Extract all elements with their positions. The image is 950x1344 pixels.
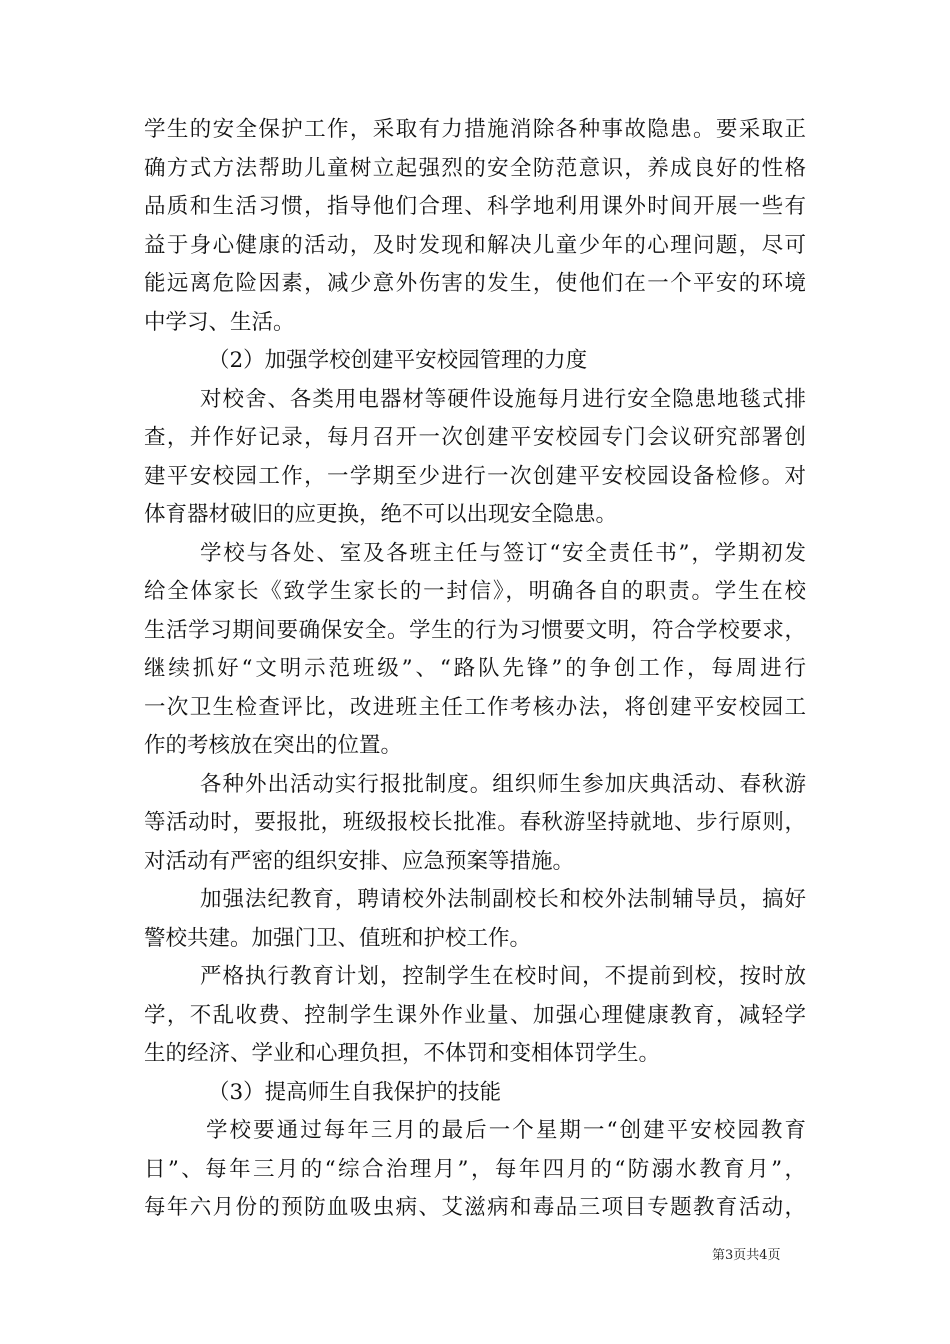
text-line: 等活动时，要报批，班级报校长批准。春秋游坚持就地、步行原则， bbox=[144, 810, 806, 835]
text-line: 学生的安全保护工作，采取有力措施消除各种事故隐患。要采取正 bbox=[144, 117, 806, 142]
text-line: 每年六月份的预防血吸虫病、艾滋病和毒品三项目专题教育活动， bbox=[144, 1195, 806, 1220]
text-line: 学校要通过每年三月的最后一个星期一“创建平安校园教育 bbox=[206, 1118, 806, 1143]
text-line: 生活学习期间要确保安全。学生的行为习惯要文明，符合学校要求， bbox=[144, 617, 806, 643]
text-line: 对活动有严密的组织安排、应急预案等措施。 bbox=[144, 848, 575, 874]
section-heading: （2）加强学校创建平安校园管理的力度 bbox=[208, 348, 588, 373]
text-line: 各种外出活动实行报批制度。组织师生参加庆典活动、春秋游 bbox=[200, 771, 806, 797]
text-line: 严格执行教育计划，控制学生在校时间，不提前到校，按时放 bbox=[200, 964, 806, 989]
text-line: 益于身心健康的活动，及时发现和解决儿童少年的心理问题，尽可 bbox=[144, 232, 806, 258]
text-line: 对校舍、各类用电器材等硬件设施每月进行安全隐患地毯式排 bbox=[200, 386, 806, 412]
text-line: 体育器材破旧的应更换，绝不可以出现安全隐患。 bbox=[144, 502, 618, 527]
document-body bbox=[144, 111, 806, 1228]
text-line: 生的经济、学业和心理负担，不体罚和变相体罚学生。 bbox=[144, 1041, 661, 1066]
text-line: 能远离危险因素，减少意外伤害的发生，使他们在一个平安的环境 bbox=[144, 271, 806, 296]
text-line: 品质和生活习惯，指导他们合理、科学地利用课外时间开展一些有 bbox=[144, 194, 806, 219]
text-line: 加强法纪教育，聘请校外法制副校长和校外法制辅导员，搞好 bbox=[200, 887, 806, 912]
text-line: 学校与各处、室及各班主任与签订“安全责任书”，学期初发 bbox=[200, 540, 806, 566]
text-line: 继续抓好“文明示范班级”、“路队先锋”的争创工作，每周进行 bbox=[144, 656, 806, 681]
text-line: 日”、每年三月的“综合治理月”，每年四月的“防溺水教育月”， bbox=[144, 1156, 806, 1182]
text-line: 查，并作好记录，每月召开一次创建平安校园专门会议研究部署创 bbox=[144, 425, 806, 450]
page-number: 第3页共4页 bbox=[712, 1248, 781, 1263]
text-line: 给全体家长《致学生家长的一封信》，明确各自的职责。学生在校 bbox=[144, 579, 806, 604]
text-line: 建平安校园工作，一学期至少进行一次创建平安校园设备检修。对 bbox=[144, 463, 806, 489]
section-heading: （3）提高师生自我保护的技能 bbox=[208, 1079, 502, 1105]
text-line: 学，不乱收费、控制学生课外作业量、加强心理健康教育，减轻学 bbox=[144, 1002, 806, 1028]
text-line: 警校共建。加强门卫、值班和护校工作。 bbox=[144, 925, 532, 951]
text-line: 一次卫生检查评比，改进班主任工作考核办法，将创建平安校园工 bbox=[144, 694, 806, 720]
text-line: 确方式方法帮助儿童树立起强烈的安全防范意识，养成良好的性格 bbox=[144, 155, 806, 181]
text-line: 作的考核放在突出的位置。 bbox=[144, 733, 403, 758]
text-line: 中学习、生活。 bbox=[144, 309, 295, 335]
